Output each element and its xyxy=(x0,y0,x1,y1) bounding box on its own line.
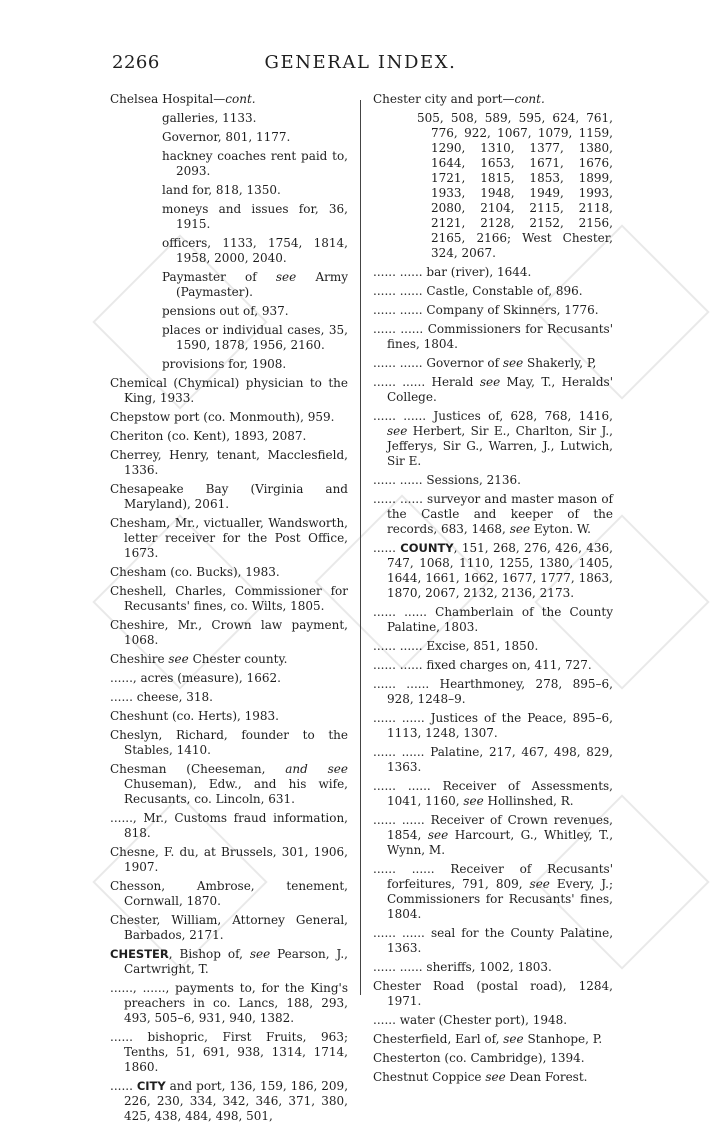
index-entry xyxy=(110,811,348,841)
entry-text: fixed charges on, 411, 727. xyxy=(426,658,592,672)
entry-text-cont: Stanhope, P. xyxy=(523,1032,603,1046)
entry-leader: ...... xyxy=(110,690,137,704)
index-entry xyxy=(162,130,348,145)
index-entry xyxy=(110,709,348,724)
entry-text: Chester, William, Attorney General, Barbados, 2171. xyxy=(110,913,348,942)
entry-leader: ...... ...... xyxy=(373,639,427,653)
entry-leader: ...... ...... xyxy=(373,862,451,876)
entry-leader: ...... ...... xyxy=(373,960,427,974)
index-entry xyxy=(373,862,613,922)
index-entry xyxy=(110,482,348,512)
index-entry xyxy=(110,429,348,444)
entry-italic: see xyxy=(275,270,297,284)
entry-text: seal for the County Palatine, 1363. xyxy=(387,926,614,955)
entry-italic: see xyxy=(529,877,550,891)
entry-text: Governor, 801, 1177. xyxy=(162,130,291,144)
entry-leader: ...... ...... xyxy=(373,356,427,370)
entry-text: water (Chester port), 1948. xyxy=(399,1013,568,1027)
entry-text: Chesson, Ambrose, tenement, Cornwall, 1870. xyxy=(110,879,348,908)
entry-text-cont: Hollinshed, R. xyxy=(483,794,574,808)
index-entry xyxy=(373,658,613,673)
entry-text: Justices of, 628, 768, 1416, xyxy=(433,409,613,423)
entry-leader: ...... ...... xyxy=(373,745,431,759)
column-divider xyxy=(360,100,361,995)
entry-text-cont: May, T., Heralds' College. xyxy=(387,375,614,404)
entry-leader: ...... ...... xyxy=(373,303,427,317)
entry-italic: cont. xyxy=(514,92,545,106)
entry-italic: see xyxy=(479,375,501,389)
entry-text: Cheshire xyxy=(110,652,169,666)
index-entry xyxy=(373,1051,613,1066)
index-entry xyxy=(162,357,348,372)
index-entry xyxy=(373,711,613,741)
entry-text: moneys and issues for, 36, 1915. xyxy=(162,202,348,231)
index-entry xyxy=(110,690,348,705)
entry-text: Receiver of Recusants' forfeitures, 791, 809, xyxy=(387,862,613,891)
entry-text: Hearthmoney, 278, 895–6, 928, 1248–9. xyxy=(387,677,613,706)
left-column xyxy=(110,92,348,1128)
entry-text: Chesman (Cheeseman, xyxy=(110,762,286,776)
index-entry xyxy=(373,473,613,488)
entry-text: Chamberlain of the County Palatine, 1803. xyxy=(387,605,613,634)
page-header xyxy=(0,52,721,82)
index-entry xyxy=(373,1013,613,1028)
index-entry xyxy=(110,1079,348,1124)
entry-leader: ...... ...... xyxy=(373,265,427,279)
entry-leader: ...... ...... xyxy=(373,677,440,691)
entry-leader: ...... ...... xyxy=(373,375,432,389)
index-entry xyxy=(373,303,613,318)
index-entry xyxy=(417,111,613,261)
entry-italic: see xyxy=(249,947,271,961)
index-entry xyxy=(162,270,348,300)
index-entry xyxy=(373,960,613,975)
entry-leader: ...... ...... xyxy=(373,926,431,940)
entry-text: Commissioners for Recusants' fines, 1804. xyxy=(387,322,614,351)
entry-text: Chemical (Chymical) physician to the King, 1933. xyxy=(110,376,348,405)
entry-text-cont: Chester county. xyxy=(188,652,288,666)
entry-italic: see xyxy=(485,1070,506,1084)
entry-text: Chester city and port— xyxy=(373,92,515,106)
entry-heading: COUNTY xyxy=(400,541,454,555)
index-entry xyxy=(110,565,348,580)
index-entry xyxy=(110,448,348,478)
entry-italic: see xyxy=(502,356,524,370)
index-entry xyxy=(162,304,348,319)
entry-italic: see xyxy=(168,652,189,666)
index-entry xyxy=(162,236,348,266)
entry-text: bishopric, First Fruits, 963; Tenths, 51, 691, 938, 1314, 1714, 1860. xyxy=(124,1030,348,1074)
entry-text: Company of Skinners, 1776. xyxy=(426,303,599,317)
index-entry xyxy=(110,762,348,807)
entry-text-cont: Harcourt, G., Whitley, T., Wynn, M. xyxy=(387,828,614,857)
entry-text: Paymaster of xyxy=(162,270,276,284)
entry-text: Chesterfield, Earl of, xyxy=(373,1032,504,1046)
index-entry xyxy=(373,813,613,858)
entry-leader: ...... ...... xyxy=(373,492,428,506)
index-entry xyxy=(373,926,613,956)
entry-text-cont: Shakerly, P, xyxy=(523,356,597,370)
index-entry xyxy=(162,149,348,179)
entry-italic: see xyxy=(509,522,531,536)
entry-text: Mr., Customs fraud information, 818. xyxy=(124,811,348,840)
index-entry xyxy=(110,584,348,614)
index-entry xyxy=(162,183,348,198)
index-entry xyxy=(110,981,348,1026)
index-entry xyxy=(373,605,613,635)
index-entry xyxy=(373,1070,613,1085)
entry-text-cont: Chuseman), Edw., and his wife, Recusants, co. Lincoln, 631. xyxy=(124,777,348,806)
entry-text: Cheshunt (co. Herts), 1983. xyxy=(110,709,279,723)
entry-text: Sessions, 2136. xyxy=(426,473,521,487)
entry-leader: ...... ...... xyxy=(373,322,428,336)
index-entry xyxy=(110,92,348,107)
entry-text: Excise, 851, 1850. xyxy=(426,639,539,653)
entry-text: Cheshire, Mr., Crown law payment, 1068. xyxy=(110,618,348,647)
entry-leader: ...... xyxy=(373,1013,400,1027)
right-column xyxy=(373,92,613,1089)
entry-text: Cherrey, Henry, tenant, Macclesfield, 1336. xyxy=(110,448,348,477)
index-entry xyxy=(110,1030,348,1075)
entry-leader: ......, xyxy=(110,671,141,685)
entry-text: officers, 1133, 1754, 1814, 1958, 2000, 2040. xyxy=(162,236,348,265)
index-entry xyxy=(373,745,613,775)
entry-text: Chelsea Hospital— xyxy=(110,92,226,106)
entry-text: , 151, 268, 276, 426, 436, 747, 1068, 1110, 1255, 1380, 1405, 1644, 1661, 1662, 1677, 1777, 1863, 1870, 2067, 2132, 2136, 2173. xyxy=(387,541,613,600)
index-entry xyxy=(373,1032,613,1047)
index-entry xyxy=(110,845,348,875)
entry-leader: ...... xyxy=(110,1030,148,1044)
index-entry xyxy=(110,376,348,406)
index-entry xyxy=(373,677,613,707)
entry-text: Chesapeake Bay (Virginia and Maryland), 2061. xyxy=(110,482,348,511)
entry-text-cont: Eyton. W. xyxy=(530,522,591,536)
entry-text: Justices of the Peace, 895–6, 1113, 1248, 1307. xyxy=(387,711,613,740)
entry-text: Cheriton (co. Kent), 1893, 2087. xyxy=(110,429,307,443)
entry-text: and port, 136, 159, 186, 209, 226, 230, 334, 342, 346, 371, 380, 425, 438, 484, 498, 501, xyxy=(124,1079,349,1123)
index-entry xyxy=(373,375,613,405)
index-entry xyxy=(373,639,613,654)
index-entry xyxy=(110,618,348,648)
entry-text: Cheshell, Charles, Commissioner for Recusants' fines, co. Wilts, 1805. xyxy=(110,584,348,613)
entry-text-cont: Herbert, Sir E., Charlton, Sir J., Jefferys, Sir G., Warren, J., Lutwich, Sir E. xyxy=(387,424,613,468)
entry-text: land for, 818, 1350. xyxy=(162,183,281,197)
entry-leader: ...... ...... xyxy=(373,813,431,827)
entry-text: Palatine, 217, 467, 498, 829, 1363. xyxy=(387,745,613,774)
index-entry xyxy=(162,111,348,126)
index-entry xyxy=(373,492,613,537)
entry-text: Governor of xyxy=(426,356,503,370)
index-entry xyxy=(373,284,613,299)
index-entry xyxy=(110,671,348,686)
index-entry xyxy=(162,323,348,353)
entry-text: Chesham (co. Bucks), 1983. xyxy=(110,565,280,579)
entry-text: acres (measure), 1662. xyxy=(140,671,281,685)
entry-italic: see xyxy=(463,794,484,808)
entry-text: surveyor and master mason of the Castle and keeper of the records, 683, 1468, xyxy=(387,492,613,536)
entry-text: Chepstow port (co. Monmouth), 959. xyxy=(110,410,335,424)
entry-text: pensions out of, 937. xyxy=(162,304,289,318)
entry-text: Receiver of Assessments, 1041, 1160, xyxy=(387,779,613,808)
entry-text: Receiver of Crown revenues, 1854, xyxy=(387,813,613,842)
entry-text: cheese, 318. xyxy=(136,690,213,704)
index-entry xyxy=(373,409,613,469)
index-entry xyxy=(110,947,348,977)
entry-text: Herald xyxy=(431,375,480,389)
entry-text: Chestnut Coppice xyxy=(373,1070,486,1084)
entry-text: Chesterton (co. Cambridge), 1394. xyxy=(373,1051,585,1065)
entry-text: Chesne, F. du, at Brussels, 301, 1906, 1907. xyxy=(110,845,348,874)
entry-text: Cheslyn, Richard, founder to the Stables, 1410. xyxy=(110,728,348,757)
entry-leader: ...... xyxy=(110,1079,137,1093)
entry-italic: cont. xyxy=(225,92,256,106)
index-entry xyxy=(373,779,613,809)
entry-italic: and see xyxy=(285,762,348,776)
entry-text: Chesham, Mr., victualler, Wandsworth, letter receiver for the Post Office, 1673. xyxy=(110,516,348,560)
entry-heading: CHESTER xyxy=(110,947,169,961)
entry-leader: ......, xyxy=(110,811,144,825)
index-entry xyxy=(110,728,348,758)
entry-leader: ...... ...... xyxy=(373,409,434,423)
index-entry xyxy=(110,652,348,667)
index-entry xyxy=(373,541,613,601)
index-entry xyxy=(373,265,613,280)
entry-text-cont: Pearson, J., Cartwright, T. xyxy=(124,947,348,976)
entry-leader: ......, ......, xyxy=(110,981,176,995)
entry-italic: see xyxy=(427,828,449,842)
entry-text: hackney coaches rent paid to, 2093. xyxy=(162,149,348,178)
entry-text: Chester Road (postal road), 1284, 1971. xyxy=(373,979,613,1008)
index-entry xyxy=(110,879,348,909)
entry-text: galleries, 1133. xyxy=(162,111,257,125)
entry-leader: ...... ...... xyxy=(373,284,427,298)
index-entry xyxy=(373,92,613,107)
entry-leader: ...... xyxy=(373,541,401,555)
entry-text: provisions for, 1908. xyxy=(162,357,287,371)
entry-italic: see xyxy=(503,1032,524,1046)
index-entry xyxy=(110,516,348,561)
entry-text: bar (river), 1644. xyxy=(426,265,532,279)
index-entry xyxy=(110,913,348,943)
index-entry xyxy=(110,410,348,425)
entry-text: places or individual cases, 35, 1590, 1878, 1956, 2160. xyxy=(162,323,348,352)
index-entry xyxy=(162,202,348,232)
index-entry xyxy=(373,322,613,352)
entry-text: sheriffs, 1002, 1803. xyxy=(426,960,552,974)
entry-text-cont: Army (Paymaster). xyxy=(176,270,348,299)
entry-text-cont: Dean Forest. xyxy=(505,1070,588,1084)
entry-leader: ...... ...... xyxy=(373,605,436,619)
index-entry xyxy=(373,356,613,371)
page-number: 2266 xyxy=(112,52,160,73)
entry-text: Castle, Constable of, 896. xyxy=(426,284,583,298)
entry-leader: ...... ...... xyxy=(373,779,443,793)
entry-text: 505, 508, 589, 595, 624, 761, 776, 922, 1067, 1079, 1159, 1290, 1310, 1377, 1380, 1644, 1653, 1671, 1676, 1721, 1815, 1853, 1899, 1933, 1948, 1949, 1993, 2080, 2104, 2115, 2118, 2121, 2128, 2152, 2156, 2165, 2166; West Chester, 324, 2067. xyxy=(417,111,613,260)
page-title: GENERAL INDEX. xyxy=(264,52,457,73)
entry-italic: see xyxy=(387,424,408,438)
entry-leader: ...... ...... xyxy=(373,473,427,487)
entry-text: payments to, for the King's preachers in co. Lancs, 188, 293, 493, 505–6, 931, 940, 1382. xyxy=(124,981,348,1025)
index-entry xyxy=(373,979,613,1009)
entry-text-cont: Every, J.; Commissioners for Recusants' fines, 1804. xyxy=(387,877,614,921)
entry-text: , Bishop of, xyxy=(168,947,250,961)
entry-leader: ...... ...... xyxy=(373,711,431,725)
entry-leader: ...... ...... xyxy=(373,658,427,672)
entry-heading: CITY xyxy=(136,1079,166,1093)
